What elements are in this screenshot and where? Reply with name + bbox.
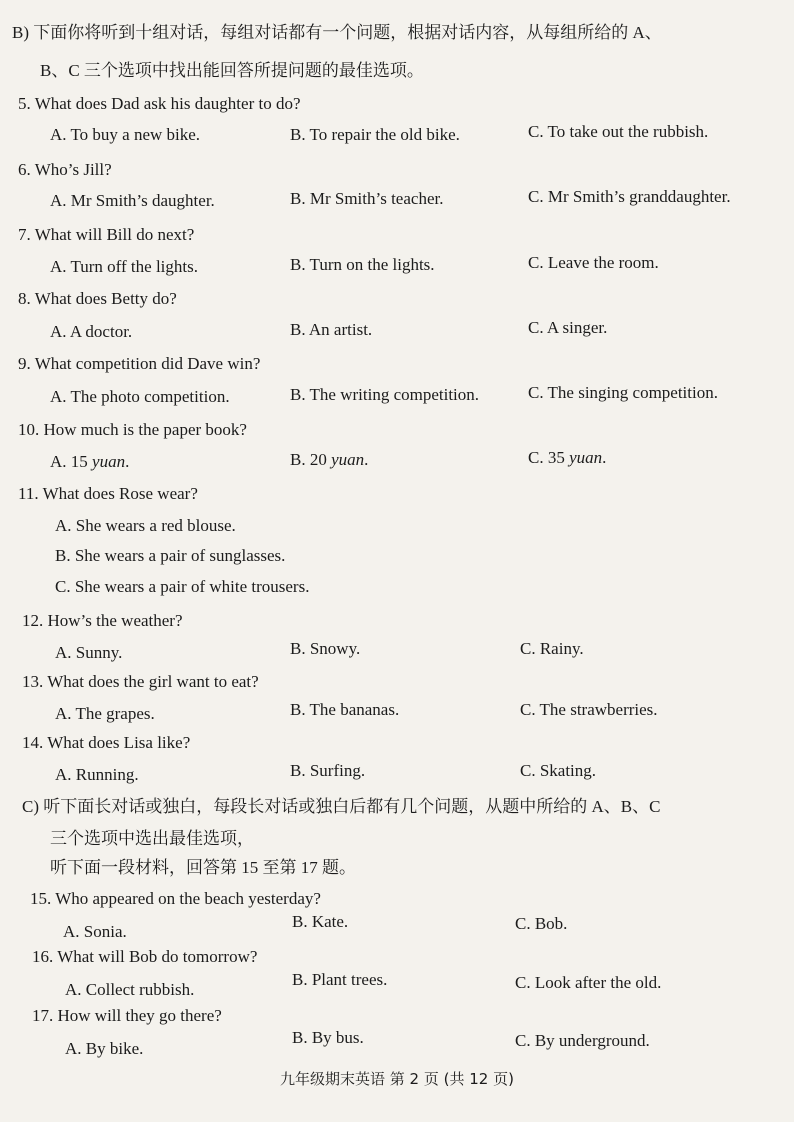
option-b: B. An artist. <box>290 320 373 339</box>
question-number: 17. <box>32 1006 54 1025</box>
option-a: A. The photo competition. <box>50 387 230 406</box>
option-c: C. Mr Smith’s granddaughter. <box>528 187 731 206</box>
section-b-instruction-line1: B) 下面你将听到十组对话，每组对话都有一个问题，根据对话内容，从每组所给的 A、 <box>12 23 662 42</box>
question-8 <box>18 288 177 310</box>
question-10 <box>18 419 247 441</box>
question-text: What does Lisa like? <box>47 733 191 752</box>
question-text: Who’s Jill? <box>34 160 112 179</box>
section-c-instruction-line3: 听下面一段材料，回答第 15 至第 17 题。 <box>50 858 356 877</box>
option-b: B. Snowy. <box>290 639 361 658</box>
question-text: What does the girl want to eat? <box>47 672 259 691</box>
question-number: 10. <box>18 420 40 439</box>
question-12 <box>22 610 183 632</box>
option-a: A. Sonia. <box>63 922 127 941</box>
option-a: A. 15 yuan. <box>50 452 130 471</box>
question-text: What will Bob do tomorrow? <box>57 947 258 966</box>
question-text: What does Dad ask his daughter to do? <box>34 94 301 113</box>
option-a: A. To buy a new bike. <box>50 125 201 144</box>
option-a: A. Running. <box>55 765 139 784</box>
question-16 <box>32 946 257 968</box>
question-15 <box>30 888 321 910</box>
option-a: A. The grapes. <box>55 704 155 723</box>
question-13 <box>22 671 259 693</box>
option-c: C. The singing competition. <box>528 383 718 402</box>
question-text: How much is the paper book? <box>43 420 247 439</box>
option-c: C. Skating. <box>520 761 597 780</box>
question-number: 8. <box>18 289 31 308</box>
option-b: B. The bananas. <box>290 700 400 719</box>
question-text: How’s the weather? <box>47 611 183 630</box>
question-number: 7. <box>18 225 31 244</box>
option-b: B. Mr Smith’s teacher. <box>290 189 444 208</box>
question-text: What does Rose wear? <box>42 484 198 503</box>
option-c: C. By underground. <box>515 1031 650 1050</box>
section-c-instruction-line1: C) 听下面长对话或独白，每段长对话或独白后都有几个问题，从题中所给的 A、B、C <box>22 797 661 816</box>
page-footer: 九年级期末英语 第 2 页 (共 12 页) <box>280 1070 514 1088</box>
option-a: A. A doctor. <box>50 322 133 341</box>
question-7 <box>18 224 194 246</box>
question-number: 13. <box>22 672 44 691</box>
section-b-instruction-line2: B、C 三个选项中找出能回答所提问题的最佳选项。 <box>40 61 424 80</box>
option-b: B. Plant trees. <box>292 970 388 989</box>
question-text: What will Bill do next? <box>34 225 195 244</box>
section-c-instruction-line2: 三个选项中选出最佳选项， <box>50 829 254 848</box>
question-9 <box>18 353 260 375</box>
question-5 <box>18 93 301 115</box>
option-b: B. Turn on the lights. <box>290 255 435 274</box>
option-a: A. Mr Smith’s daughter. <box>50 191 215 210</box>
question-number: 14. <box>22 733 44 752</box>
option-c: C. Look after the old. <box>515 973 662 992</box>
question-number: 15. <box>30 889 52 908</box>
question-number: 6. <box>18 160 31 179</box>
option-c: C. 35 yuan. <box>528 448 607 467</box>
question-text: Who appeared on the beach yesterday? <box>55 889 321 908</box>
option-a: A. Sunny. <box>55 643 123 662</box>
question-number: 11. <box>18 484 39 503</box>
question-number: 12. <box>22 611 44 630</box>
option-b: B. Surfing. <box>290 761 366 780</box>
option-a: A. Collect rubbish. <box>65 980 195 999</box>
option-b: B. To repair the old bike. <box>290 125 460 144</box>
question-6 <box>18 159 112 181</box>
question-text: What does Betty do? <box>34 289 177 308</box>
option-a: A. By bike. <box>65 1039 144 1058</box>
question-number: 9. <box>18 354 31 373</box>
option-c: C. A singer. <box>528 318 608 337</box>
option-a: A. Turn off the lights. <box>50 257 198 276</box>
option-c: C. She wears a pair of white trousers. <box>55 577 310 596</box>
option-a: A. She wears a red blouse. <box>55 516 236 535</box>
option-c: C. Rainy. <box>520 639 584 658</box>
option-b: B. Kate. <box>292 912 349 931</box>
question-11 <box>18 483 198 505</box>
option-c: C. The strawberries. <box>520 700 658 719</box>
option-b: B. 20 yuan. <box>290 450 369 469</box>
question-14 <box>22 732 190 754</box>
option-b: B. The writing competition. <box>290 385 480 404</box>
option-c: C. Bob. <box>515 914 568 933</box>
question-17 <box>32 1005 222 1027</box>
option-c: C. To take out the rubbish. <box>528 122 709 141</box>
option-b: B. She wears a pair of sunglasses. <box>55 546 286 565</box>
option-c: C. Leave the room. <box>528 253 659 272</box>
question-text: How will they go there? <box>57 1006 222 1025</box>
question-number: 16. <box>32 947 54 966</box>
option-b: B. By bus. <box>292 1028 364 1047</box>
question-text: What competition did Dave win? <box>34 354 261 373</box>
question-number: 5. <box>18 94 31 113</box>
